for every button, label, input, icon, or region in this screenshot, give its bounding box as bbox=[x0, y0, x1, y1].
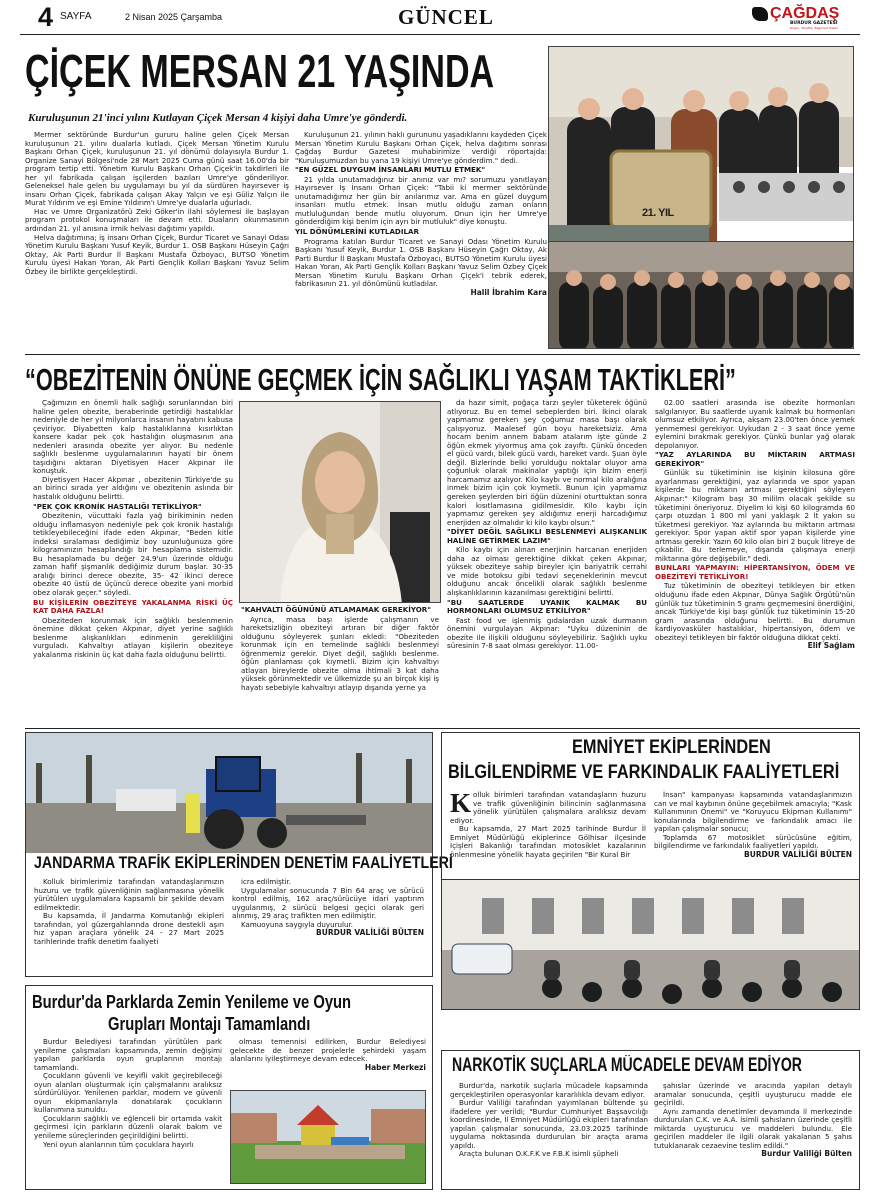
paragraph: İnsan" kampanyası kapsamında vatandaşlarımızın can ve mal kaybının önüne geçebilmek amacıyla; "Kask Kullanımının Önemi" ve "Koruyucu Ekipman Kullanımı" konularında bilgilendirme ve farkındalık amacı ile yapılan çalışmalar sonucu; bbox=[654, 790, 852, 834]
page-header bbox=[0, 0, 885, 34]
author-byline: BURDUR VALİLİĞİ BÜLTEN bbox=[744, 849, 852, 859]
section-divider bbox=[25, 728, 860, 729]
plaque-label: 21. YIL bbox=[642, 207, 674, 219]
subheadline: Kuruluşunun 21'inci yılını Kutlayan Çiçek Mersan 4 kişiyi daha Umre'ye gönderdi. bbox=[28, 112, 408, 124]
author-byline: Halil İbrahim Kara bbox=[470, 287, 547, 297]
subheading: YIL DÖNÜMLERİNİ KUTLADILAR bbox=[295, 227, 419, 237]
article-jandarma bbox=[25, 732, 453, 977]
paragraph: Hac ve Umre Organizatörü Zeki Göker'in ilahi söylemesi ile başlayan program protokol konuşmaları ile devam etti. Duaların okunmasının ardından 21. yıl anısına irmik helvası dağıtımı yapıldı. bbox=[25, 206, 289, 234]
paragraph: Yeni oyun alanlarının tüm çocuklara hayırlı bbox=[43, 1139, 194, 1149]
article-column bbox=[447, 399, 647, 651]
logo-tagline: Doğru, Tarafsız, Bağımsız Haber bbox=[790, 26, 839, 30]
paragraph: Tuz tüketiminin de obeziteyi tetikleyen bir etken olduğunu ifade eden Akpınar, Dünya Sağlık Örgütü'nün günlük tuz tüketiminin 5 gramı geçmemesini önerdiğini, ancak Türkiye'de kişi başı günlük tuz tüketiminin 15-20 gram arasında olduğunu belirtti. Bu durumun kardiyovasküler hastalıklar, hipertansiyon, ödem ve obeziteyi tetikleyen bir faktör olduğuna dikkat çekti. bbox=[655, 581, 855, 642]
page-label: SAYFA bbox=[60, 11, 92, 22]
headline: “OBEZİTENİN ÖNÜNE GEÇMEK İÇİN SAĞLIKLI YAŞAM TAKTİKLERİ” bbox=[25, 362, 736, 397]
paragraph: Programa katılan Burdur Ticaret ve Sanayi Odası Yönetim Kurulu Başkanı Yusuf Keyik, Burdur 1. OSB Başkanı Hüseyin Çağrı Oktay, Ak Parti Burdur İl Başkanı Mustafa Özboyacı, BUTSO Yönetim Kurulu üyesi Hakan Yoran, Ak Parti Gençlik Kolları Başkanı Yavuz Selim Özbey Çiçek Mersan Yönetim Kurulu Başkanı Orhan Çiçek'i tebrik ederek, fabrikasının 21. yıl dönümünü kutladılar. bbox=[295, 236, 547, 289]
headline: NARKOTİK SUÇLARLA MÜCADELE DEVAM EDİYOR bbox=[452, 1055, 802, 1076]
author-byline: Elif Sağlam bbox=[807, 641, 855, 651]
logo-text: ÇAĞDAŞ bbox=[770, 5, 840, 22]
article-column bbox=[232, 878, 424, 938]
subheading: BU KİŞİLERİN OBEZİTEYE YAKALANMA RİSKİ ÜÇ KAT DAHA FAZLA! bbox=[33, 597, 233, 616]
logo-subtext: BURDUR GAZETESİ bbox=[790, 21, 838, 26]
subheading: "EN GÜZEL DUYGUM İNSANLARI MUTLU ETMEK" bbox=[295, 165, 486, 175]
subheading: "BU SAATLERDE UYANIK KALMAK BU HORMONLARI OLUMSUZ ETKİLİYOR" bbox=[447, 597, 647, 616]
subheading: "DİYET DEĞİL SAĞLIKLI BESLENMEYİ ALIŞKANLIK HALİNE GETİRMEK LAZIM" bbox=[447, 527, 647, 545]
paragraph: Günlük su tüketiminin ise kişinin kilosuna göre ayarlanması gerektiğini, yaz aylarında ve spor yapan kişilerde bu miktarın artması gerektiğini söyleyen Akpınar:" Kilogram başı 30 mililm olacak şekilde su tüketimini öneriyoruz. Diyelim ki kişi 60 kilogramda 60 çarpı otuzdan 1 800 ml yani yaklaşık 2 lt yakın su tüketmesi gerekiyor. Yaz aylarında bu miktarın artması gerekiyor. Spor yapan aktif spor yapan kişilerde yine artması gerekir. Yazın 60 kilo olan biri 2 buçuk litreye de çıkabilir. Bu terlemeye, dışarıda çalışmaya enerji miktarına göre değişebilir." dedi. bbox=[655, 468, 855, 563]
paragraph: Kolluk birimlerimiz tarafından vatandaşlarımızın huzuru ve trafik güvenliğinin sağlanmasına yönelik yürütülen uygulamalara kapsamlı bir şekilde devam edilmektedir. bbox=[34, 877, 224, 912]
paragraph: Helva dağıtımına; iş insanı Orhan Çiçek, Burdur Ticaret ve Sanayi Odası Yönetim Kurulu Başkanı Yusuf Keyik, Burdur 1. OSB Başkanı Hüseyin Çağrı Oktay, Ak Parti Burdur İl Başkanı Mustafa Özboyacı, BUTSO Yönetim Kurulu üyesi Hakan Yoran, Ak Parti Gençlik Kolları Başkanı Yavuz Selim Özbey ile birlikte gerçekleştirdi. bbox=[25, 232, 289, 276]
paragraph: Çocukların sağlıklı ve eğlenceli bir ortamda vakit geçirmesi için parkların düzenli olarak bakım ve yenileme süreçlerinden geçirildiğini belirtti. bbox=[34, 1113, 222, 1141]
article-emniyet bbox=[441, 732, 860, 1010]
headline: JANDARMA TRAFİK EKİPLERİNDEN DENETİM FAALİYETLERİ bbox=[34, 854, 453, 872]
paragraph: Diyetisyen Hacer Akpınar , obezitenin Türkiye'de şu an birinci sırada yer aldığını ve obezitenin aslında bir hastalık olduğunu belirtti. bbox=[33, 474, 233, 502]
article-column bbox=[241, 605, 439, 692]
motorcycle-training-photo bbox=[442, 879, 859, 1009]
article-column bbox=[654, 1082, 852, 1159]
page-number: 4 bbox=[38, 2, 54, 32]
article-column bbox=[34, 878, 224, 946]
paragraph: Burdur Valiliği tarafından yayımlanan bültende şu ifadelere yer verildi; "Burdur Cumhuriyet Başsavcılığı koordinesinde, İl Emniyet Müdürlüğü ekipleri tarafından yapılan çalışmalar sonucunda, 23.03.2025 tarihinde uygulama noktasında durdurulan bir araçta arama yapıldı. bbox=[450, 1098, 648, 1150]
subheading: "PEK ÇOK KRONİK HASTALIĞI TETİKLİYOR" bbox=[33, 501, 202, 511]
paragraph: Obeziteden korunmak için sağlıklı beslenmenin önemine dikkat çeken Akpınar, diyet yerine sağlıklı beslenme alışkanlıkları edinmenin gerekliliğini vurguladı. Kahvaltıyı atlayan kişilerin obeziteye yakalanma riskinin üç kat daha fazla olduğunu belirtti. bbox=[33, 615, 233, 659]
paragraph: olması temennisi edilirken, Burdur Belediyesi gelecekte de benzer projelerle şehirdeki yaşam alanlarını iyileştirmeye devam edecek. bbox=[230, 1037, 426, 1064]
author-byline: Burdur Valiliği Bülten bbox=[761, 1149, 852, 1159]
article-column bbox=[655, 399, 855, 651]
issue-date: 2 Nisan 2025 Çarşamba bbox=[125, 12, 223, 22]
paragraph: Mermer sektöründe Burdur'un gururu haline gelen Çiçek Mersan kuruluşunun 21. yılını dualarla kutladı. Çiçek Mersan Yönetim Kurulu Başkanı Orhan Çiçek, kuruluşunun 21. yıl dönümü dolayısıyla Burdur 1. Organize Sanayi Bölgesi'nde 28 Mart 2025 Cuma günü saat 16.00'da bir program tertip etti. Yönetim Kurulu Başkanı Orhan Çiçek'in takdirleri ile her yıl fabrikada çalışan işçilerden bazıları Umre'ye gönderiliyor. Geleneksel hale gelen bu uygulamayı bu yıl da sürdüren hayırsever iş insanı Orhan Çiçek, fabrikada çalışan Akay Yalçın ve eşi Güliz Yalçın ile Murat Yıldırım ve eşi Emine Yıldırım'ı Umre'ye dualarla uğurladı. bbox=[25, 130, 289, 208]
paragraph: şahıslar üzerinde ve aracında yapılan detaylı aramalar sonucunda, çeşitli uyuşturucu madde ele geçirildi. bbox=[654, 1081, 852, 1108]
article-narkotik bbox=[441, 1050, 860, 1190]
article-column bbox=[34, 1038, 222, 1149]
paragraph: Fast food ve işlenmiş gıdalardan uzak durmanın önemini vurgulayan Akpınar: "Uyku düzeninin de obezite ile ilişkili olduğunu söyleyebiliriz. Sağlıklı uyku süresinin 7-8 saat olması gerekiyor. 11.00- bbox=[447, 615, 647, 651]
article-column bbox=[33, 399, 233, 659]
paragraph: Uygulamalar sonucunda 7 Bin 64 araç ve sürücü kontrol edilmiş, 162 araç/sürücüye idari yaptırım uygulanmış, 2 sürücü belgesi geçici olarak geri alınmış, 29 araç trafikten men edilmiştir. bbox=[232, 885, 424, 921]
article-obezite bbox=[25, 357, 860, 727]
paragraph: Kilo kaybı için alınan enerjinin harcanan enerjiden daha az olması gerektiğine dikkat çeken Akpınar, yüksek obeziteye sahip bireyler için bariyatrik cerrahi ve mide botoksu gibi tedavi seçeneklerinin mevcut olduğunu ancak öncelikli olarak sağlıklı beslenme alışkanlıklarının kazanılması gerektiğini belirtti. bbox=[447, 545, 647, 598]
paragraph: Kuruluşunun 21. yılının haklı gurununu yaşadıklarını kaydeden Çiçek Mersan Yönetim Kurulu Başkanı Orhan Çiçek, helva dağıtımı sonrası Çağdaş Burdur Gazetesi muhabirimize verdiği röportajda: "Kuruluşumuzdan bu yana 19 kişiyi Umre'ye gönderdim." dedi. bbox=[295, 130, 547, 165]
newspaper-logo bbox=[752, 6, 858, 30]
article-parklar bbox=[25, 985, 433, 1190]
headline-line1: Burdur'da Parklarda Zemin Yenileme ve Oyun bbox=[32, 992, 352, 1012]
dietitian-portrait bbox=[239, 401, 441, 603]
paragraph: Çocukların güvenli ve keyifli vakit geçirebileceği oyun alanları oluşturmak için çalışmalarını aralıksız sürdürülüyor. Yenilenen parklar, modern ve güvenli oyun ekipmanlarıyla donatılarak çocukların kullanımına sunuldu. bbox=[34, 1071, 222, 1115]
paragraph: Burdur Belediyesi tarafından yürütülen park yenileme çalışmaları kapsamında, zemin değişimi yapılan parklarda oyun gruplarının montajı tamamlandı. bbox=[34, 1037, 222, 1072]
paragraph: Aynı zamanda denetimler devamında il merkezinde durdurulan C.K. ve A.A. isimli şahısların üzerinde çeşitli miktarda uyuşturucu ve maddeleri bulundu. Ele geçirilen maddeler ile ilgili olarak yakalanan 5 şahıs tutuklanarak cezaevine teslim edildi." bbox=[654, 1106, 852, 1150]
logo-emblem-icon bbox=[752, 7, 768, 21]
headline-line2: BİLGİLENDİRME VE FARKINDALIK FAALİYETLERİ bbox=[448, 762, 840, 783]
paragraph: 21 yılda unutamadığınız bir anınız var mı? sorumuzu yanıtlayan Hayırsever İş İnsanı Orhan Çiçek: "Tabii ki mermer sektöründe unutamadığımız her gün bir anılarımız var. Ama en güzel duygum insanları mutlu etmek. İnsan mutlu olduğu zaman onların mutluluğundan bende mutlu oluyorum. Onun için her Umre'ye gönderdiğim kişi benim için ayrı bir mutluluk" diye konuştu. bbox=[295, 174, 547, 227]
header-rule bbox=[20, 34, 860, 35]
paragraph: Toplamda 67 motosiklet sürücüsüne eğitim, bilgilendirme ve farkındalık faaliyetleri yapıldı. bbox=[654, 832, 852, 851]
article-column bbox=[654, 791, 852, 859]
ceremony-group-photo bbox=[548, 46, 854, 268]
subheading: BUNLARI YAPMAYIN: HİPERTANSİYON, ÖDEM VE OBEZİTEYİ TETİKLİYOR! bbox=[655, 563, 855, 581]
paragraph: Çağımızın en önemli halk sağlığı sorunlarından biri haline gelen obezite, beraberinde getirdiği hastalıklar nedeniyle de her yıl milyonlarca insanın hayatını kabusa çeviriyor. Diyabetten kalp hastalıklarına kısırlıktan kansere kadar pek çok hastalığın oluşmasının ana nedenleri arasında obezite yer alıyor. Bu nedenle sağlıklı beslenme uygulamalarının hayati bir önem taşıdığını aktaran Diyetisyen Hacer Akpınar ile konuştuk. bbox=[33, 398, 233, 476]
paragraph: Obezitenin, vücuttaki fazla yağ birikiminin neden olduğu inflamasyon nedeniyle pek çok kronik hastalığı tetikleyebileceğini ifade eden Akpınar, "Beden kitle indeksi sıralaması dediğimiz boy uzunluğunuza göre kilogramınızın hesaplandığı bir hesaplama sistemidir. Bu hesaplamada bu değer 24.9'un üzerinde olduğu zaman hafif şişmanlık dediğimiz durum başlar. 30-35 aralığı birinci derece obezite, 35- 42 ikinci derece obezite 40 üstü de üçüncü derece obezite yani morbid obez olarak geçer." söyledi. bbox=[33, 511, 233, 598]
paragraph: Bu kapsamda, İl Jandarma Komutanlığı ekipleri tarafından, yol güzergahlarında drone destekli aşırı hız yapan araçlara yönelik 24 - 27 Mart 2025 tarihlerinde trafik denetim faaliyeti bbox=[34, 911, 224, 946]
paragraph: da hazır simit, poğaça tarzı şeyler tüketerek öğünü atlıyoruz. Bu en temel sebeplerden biri. İkinci olarak yapmamız gereken şey çoğumuz masa başı olarak çalışıyoruz. Maalesef gün boyu hareketsiziz. Ama hocam benim annem babam atalarım işte günde 2 öğün ekmek yiyormuş ama çok zayıftı. Çünkü önceden el gücü vardı, bilek gücü vardı, hareket vardı. Şuan öyle değil. Bizlerinde belki yorulduğu noktalar oluyor ama çoğunluk olarak makinalar yaptığı için bizim enerji harcamamız azalıyor. Kilo kaybı ve normal kilo aralığına inmek bizim için çok kıymetli. Bunun için yapmamız gereken şeylerden biri öğün düzenini oturttuktan sonra kalori kısıtlamasına gidilmesidir. Kilo kaybı için yapmamız gereken şey aldığımız enerji harcadığımız enerjiden az olmalıdır ki kilo kaybı olsun." bbox=[447, 398, 647, 527]
section-divider bbox=[25, 354, 860, 355]
playground-photo bbox=[230, 1090, 426, 1184]
drop-cap: K bbox=[450, 788, 472, 818]
author-byline: Haber Merkezi bbox=[364, 1062, 426, 1072]
paragraph: 02.00 saatleri arasında ise obezite hormonları salgılanıyor. Bu saatlerde uyanık kalmak bu hormonları olumsuz etkiliyor. Ayrıca, akşam 23.00'ten önce yemek yenmemesi gerekiyor. Uykudan 2 - 3 saat önce yeme eylemini bırakmak gerekiyor. Çünkü bunlar yağ olarak depolanıyor. bbox=[655, 398, 855, 450]
article-column bbox=[450, 788, 646, 859]
subheading: "KAHVALTI ÖĞÜNÜNÜ ATLAMAMAK GEREKİYOR" bbox=[241, 605, 431, 614]
paragraph-text: olluk birimleri tarafından vatandaşların huzuru ve trafik güvenliğinin bilincinin sağlanmasına yönelik yürütülen çalışmalara aralıksız devam ediyor. bbox=[450, 790, 646, 825]
subheading: "YAZ AYLARINDA BU MİKTARIN ARTMASI GEREKİYOR" bbox=[655, 450, 855, 468]
article-cicek-mersan bbox=[25, 38, 855, 352]
author-byline: BURDUR VALİLİĞİ BÜLTEN bbox=[316, 928, 424, 938]
section-title: GÜNCEL bbox=[398, 5, 494, 29]
paragraph: icra edilmiştir. bbox=[241, 877, 292, 886]
headline: ÇİÇEK MERSAN 21 YAŞINDA bbox=[25, 45, 495, 97]
audience-photo bbox=[548, 241, 854, 349]
paragraph bbox=[450, 788, 646, 825]
headline-line2: Grupları Montajı Tamamlandı bbox=[108, 1014, 311, 1034]
tractor-photo bbox=[26, 733, 432, 853]
paragraph: Kamuoyuna saygıyla duyurulur. bbox=[241, 919, 353, 929]
paragraph: Araçta bulunan O.K.F.K ve F.B.K isimli şüpheli bbox=[459, 1149, 619, 1159]
article-column bbox=[25, 131, 289, 276]
paragraph: Bu kapsamda, 27 Mart 2025 tarihinde Burdur İl Emniyet Müdürlüğü ekiplerince Gölhisar ilçesinde İçişleri Bakanlığı tarafından motosiklet kazalarının önlenmesine yönelik hayata geçirilen "Bir Kural Bir bbox=[450, 824, 646, 859]
headline-line1: EMNİYET EKİPLERİNDEN bbox=[572, 737, 771, 758]
paragraph: Burdur'da, narkotik suçlarla mücadele kapsamında gerçekleştirilen operasyonlar kararlılıkla devam ediyor. bbox=[450, 1081, 648, 1099]
article-column bbox=[230, 1038, 426, 1072]
paragraph: Ayrıca, masa başı işlerde çalışmanın ve hareketsizliğin obeziteyi artıran bir diğer faktör olduğunu söyleyerek şunları ekledi: "Obeziteden korunmak için en temelinde sağlıklı beslenmeyi öğrenmemiz gerekir. Diyet değil, sağlıklı beslenme. öğün planlaması çok kıymetli. Bizim için kahvaltıyı atlayan bireylerde obezite olma ihtimali 3 kat daha yüksek görünmektedir ve ülkemizde şu an birçok kişi iş hayatı sebebiyle kahvaltıyı atlayıp dışarıda yerne ya bbox=[241, 614, 439, 692]
article-column bbox=[295, 131, 547, 297]
article-column bbox=[450, 1082, 648, 1159]
